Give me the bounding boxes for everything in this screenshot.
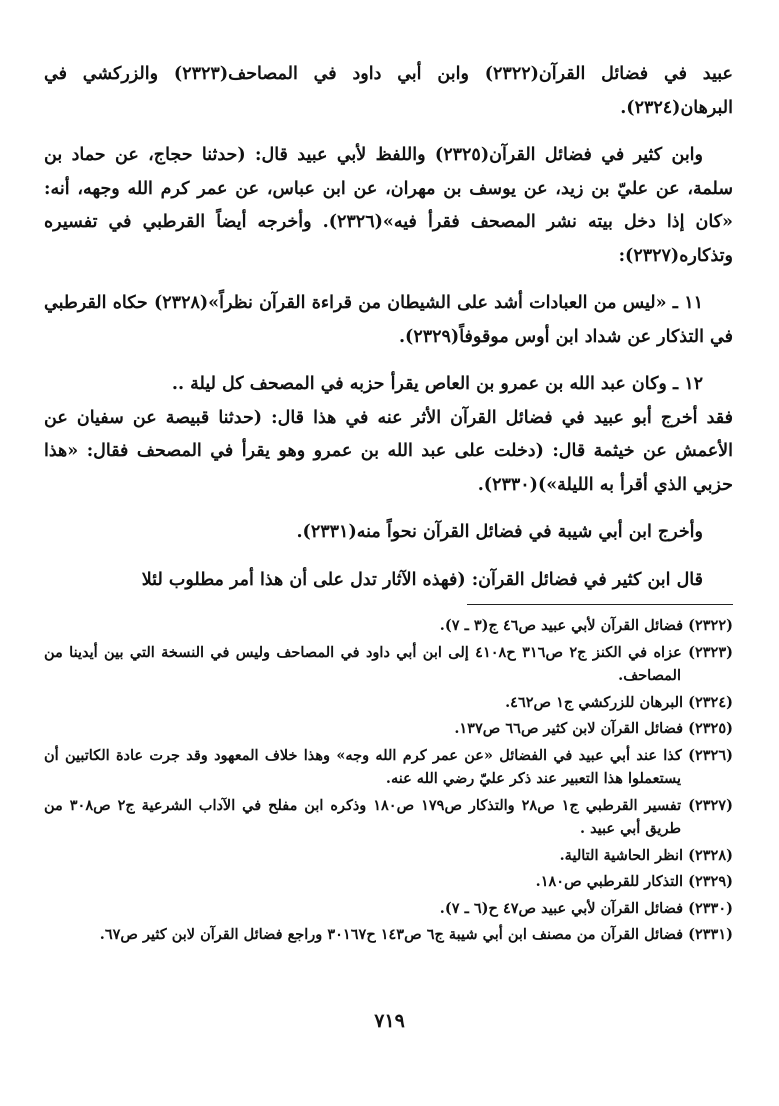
paragraph-1: عبيد في فضائل القرآن(٢٣٢٢) وابن أبي داود في المصاحف(٢٣٢٣) والزركشي في البرهان(٢٣٢٤). xyxy=(44,64,733,118)
footnote-2324: (٢٣٢٤) البرهان للزركشي ج١ ص٤٦٢. xyxy=(505,693,733,711)
footnote-2325: (٢٣٢٥) فضائل القرآن لابن كثير ص٦٦ ص١٣٧. xyxy=(454,720,733,737)
page-number: ٧١٩ xyxy=(374,1010,405,1032)
paragraph-6: وأخرج ابن أبي شيبة في فضائل القرآن نحواً منه(٢٣٣١). xyxy=(296,522,703,542)
footnote-2329: (٢٣٢٩) التذكار للقرطبي ص١٨٠. xyxy=(535,873,733,890)
paragraph-7: قال ابن كثير في فضائل القرآن: (فهذه الآثار تدل على أن هذا أمر مطلوب لئلا xyxy=(141,569,703,590)
footnote-2323: (٢٣٢٣) عزاه في الكنز ج٢ ص٣١٦ ح٤١٠٨ إلى ابن أبي داود في المصاحف وليس في النسخة التي بين أيدينا من المصاحف. xyxy=(44,643,733,684)
paragraph-3: ١١ ـ «ليس من العبادات أشد على الشيطان من قراءة القرآن نظراً»(٢٣٢٨) حكاه القرطبي في التذكار عن شداد ابن أوس موقوفاً(٢٣٢٩). xyxy=(44,293,733,347)
footnote-divider xyxy=(467,604,733,605)
footnote-2326: (٢٣٢٦) كذا عند أبي عبيد في الفضائل «عن عمر كرم الله وجه» وهذا خلاف المعهود وقد جرت عادة الكاتبين أن يستعملوا هذا التعبير عند ذكر عليّ رضي الله عنه. xyxy=(44,746,733,787)
footnotes xyxy=(44,614,733,950)
paragraph-5: فقد أخرج أبو عبيد في فضائل القرآن الأثر عنه في هذا قال: (حدثنا قبيصة عن سفيان عن الأعمش عن خيثمة قال: (دخلت على عبد الله بن عمرو وهو يقرأ في المصحف فقال: «هذا حزبي الذي أقرأ به الليلة»)(٢٣٣٠). xyxy=(44,407,733,495)
footnote-2330: (٢٣٣٠) فضائل القرآن لأبي عبيد ص٤٧ ح(٦ ـ ٧). xyxy=(439,899,733,917)
paragraph-4: ١٢ ـ وكان عبد الله بن عمرو بن العاص يقرأ حزبه في المصحف كل ليلة .. xyxy=(171,374,703,394)
footnote-2327: (٢٣٢٧) تفسير القرطبي ج١ ص٢٨ والتذكار ص١٧٩ ص١٨٠ وذكره ابن مفلح في الآداب الشرعية ج٢ ص٣٠٨ من طريق أبي عبيد . xyxy=(44,796,733,837)
footnote-2331: (٢٣٣١) فضائل القرآن من مصنف ابن أبي شيبة ج٦ ص١٤٣ ح٣٠١٦٧ وراجع فضائل القرآن لابن كثير ص٦٧. xyxy=(99,926,733,943)
footnote-2322: (٢٣٢٢) فضائل القرآن لأبي عبيد ص٤٦ ج(٣ ـ ٧). xyxy=(439,617,733,634)
footnote-2328: (٢٣٢٨) انظر الحاشية التالية. xyxy=(559,846,733,864)
main-text xyxy=(44,58,733,611)
paragraph-2: وابن كثير في فضائل القرآن(٢٣٢٥) واللفظ لأبي عبيد قال: (حدثنا حجاج، عن حماد بن سلمة، عن عليّ بن زيد، عن يوسف بن مهران، عن ابن عباس، عن عمر كرم الله وجهه، أنه: «كان إذا دخل بيته نشر المصحف فقرأ فيه»(٢٣٢٦). وأخرجه أيضاً القرطبي في تفسيره وتذكاره(٢٣٢٧): xyxy=(44,145,733,266)
